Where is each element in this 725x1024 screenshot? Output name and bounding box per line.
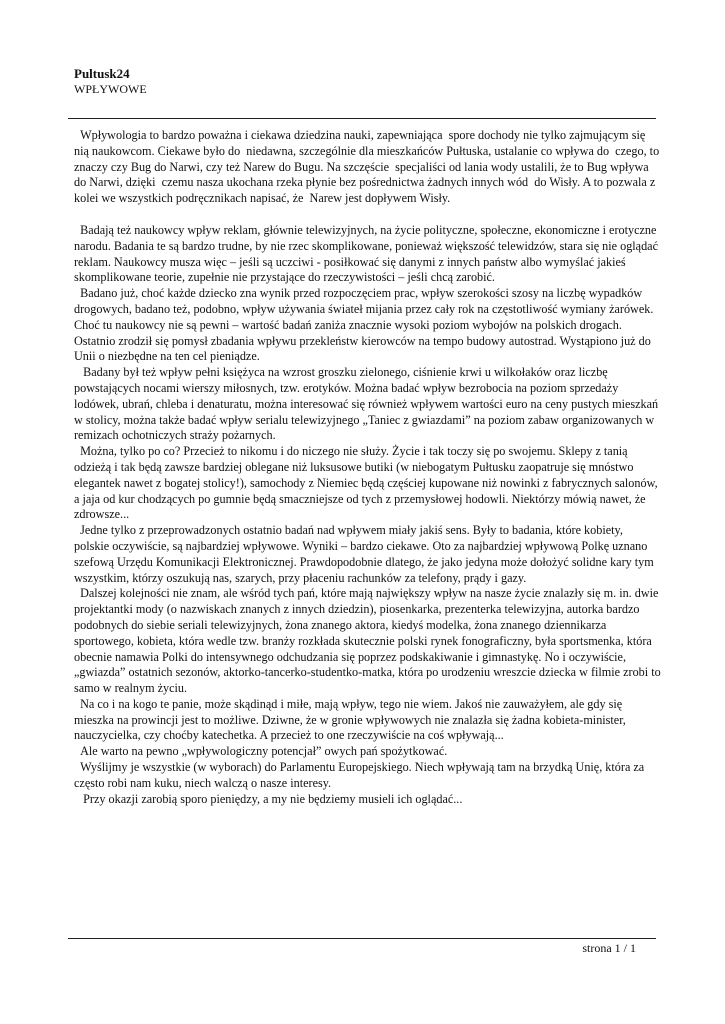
site-name: Pultusk24 — [74, 66, 130, 81]
article-body — [74, 128, 664, 807]
section-name: WPŁYWOWE — [74, 82, 147, 96]
article-paragraph: Jedne tylko z przeprowadzonych ostatnio badań nad wpływem miały jakiś sens. Były to badania, które kobiety, polskie oczywiście, są najbardziej wpływowe. Wyniki – bardzo ciekawe. Oto za najbardziej wpływową Polkę uznano szefową Urzędu Komunikacji Elektronicznej. Prawdopodobnie dlatego, że jako jedyna może dołożyć solidne kary tym wszystkim, którzy oszukują nas, szarych, przy płaceniu rachunków za telefony, prądy i gazy. — [74, 523, 657, 585]
article-paragraph: Wpływologia to bardzo poważna i ciekawa dziedzina nauki, zapewniająca spore dochody nie tylko zajmującym się nią naukowcom. Ciekawe było do niedawna, szczególnie dla mieszkańców Pułtuska, ustalanie co wpływa do czego, to znaczy czy Bug do Narwi, czy też Narew do Bugu. Na szczęście specjaliści od lania wody ustalili, że to Bug wpływa do Narwi, dzięki czemu nasza ukochana rzeka płynie bez pośrednictwa żadnych innych wód do Wisły. A to pozwala z kolei we wszystkich podręcznikach napisać, że Narew jest dopływem Wisły. — [74, 128, 663, 206]
article-paragraph: Badają też naukowcy wpływ reklam, głównie telewizyjnych, na życie polityczne, społeczne, ekonomiczne i erotyczne narodu. Badania te są bardzo trudne, by nie rzec skomplikowane, ponieważ większość telewidzów, stara się nie oglądać reklam. Naukowcy musza więc – jeśli są uczciwi - posiłkować się danymi z innych państw albo wymyślać jakieś skomplikowane teorie, zupełnie nie przystające do rzeczywistości – jeśli chcą zarobić. — [74, 222, 662, 285]
article-paragraph: Dalszej kolejności nie znam, ale wśród tych pań, które mają największy wpływ na nasze życie znalazły się m. in. dwie projektantki mody (o nazwiskach znanych z innych dziedzin), piosenkarka, prezenterka telewizyjna, autorka bardzo podobnych do siebie seriali telewizyjnych, żona znanego aktora, kiedyś modelka, żona znanego dziennikarza sportowego, kobieta, która wedle tzw. branży rozkłada skutecznie polski rynek fonograficzny, była sportsmenka, która obecnie namawia Polki do intensywnego odchudzania się poprzez podskakiwanie i gimnastykę. No i oczywiście, „gwiazda” ostatnich sezonów, aktorko-tancerko-studentko-matka, która po urodzeniu wreszcie dziecka w filmie zrobi to samo w realnym życiu. — [74, 586, 664, 696]
article-paragraph: Można, tylko po co? Przecież to nikomu i do niczego nie służy. Życie i tak toczy się po swojemu. Sklepy z tanią odzieżą i tak będą zawsze bardziej oblegane niż luksusowe butiki (w niebogatym Pułtusku zaopatruje się mnóstwo elegantek nawet z bogatej stolicy!), samochody z Niemiec będą częściej kupowane niż nowinki z fabrycznych salonów, a jaja od kur chodzących po gumnie będą smaczniejsze od tych z przemysłowej hodowli. Niektórzy mówią nawet, że zdrowsze... — [74, 444, 661, 522]
footer-divider — [68, 938, 656, 939]
page-header — [74, 66, 654, 97]
article-paragraph: Przy okazji zarobią sporo pieniędzy, a my nie będziemy musieli ich oglądać... — [74, 791, 463, 806]
article-paragraph: Na co i na kogo te panie, może skądinąd i miłe, mają wpływ, tego nie wiem. Jakoś nie zauważyłem, ale gdy się mieszka na prowincji jest to możliwe. Dziwne, że w gronie wpływowych nie znalazła się żadna kobieta-minister, nauczycielka, czy choćby katechetka. A przecież to one rzeczywiście na coś wpływają... — [74, 696, 629, 743]
page-number: strona 1 / 1 — [582, 941, 636, 955]
article-paragraph: Wyślijmy je wszystkie (w wyborach) do Parlamentu Europejskiego. Niech wpływają tam na brzydką Unię, która za często robi nam kuku, niech walczą o nasze interesy. — [74, 760, 648, 790]
article-paragraph: Badany był też wpływ pełni księżyca na wzrost groszku zielonego, ciśnienie krwi u wilkołaków oraz liczbę powstających nocami wierszy miłosnych, tzw. erotyków. Można badać wpływ bezrobocia na poziom sprzedaży lodówek, ubrań, chleba i denaturatu, można interesować się również wpływem wartości euro na ceny pustych mieszkań w stolicy, można także badać wpływ serialu telewizyjnego „Taniec z gwiazdami” na poziom zabaw organizowanych w remizach ochotniczych straży pożarnych. — [74, 365, 662, 443]
article-paragraph: Badano już, choć każde dziecko zna wynik przed rozpoczęciem prac, wpływ szerokości szosy na liczbę wypadków drogowych, badano też, podobno, wpływ używania świateł mijania przez cały rok na częstotliwość wymiany żarówek. Choć tu naukowcy nie są pewni – wartość badań zaniża znacznie wysoki poziom wybojów na polskich drogach. Ostatnio zrodził się pomysł zbadania wpływu przekleństw kierowców na tempo budowy autostrad. Wystąpiono już do Unii o niezbędne na ten cel pieniądze. — [74, 286, 657, 364]
header-divider — [68, 118, 656, 119]
article-paragraph: Ale warto na pewno „wpływologiczny potencjał” owych pań spożytkować. — [74, 744, 448, 759]
